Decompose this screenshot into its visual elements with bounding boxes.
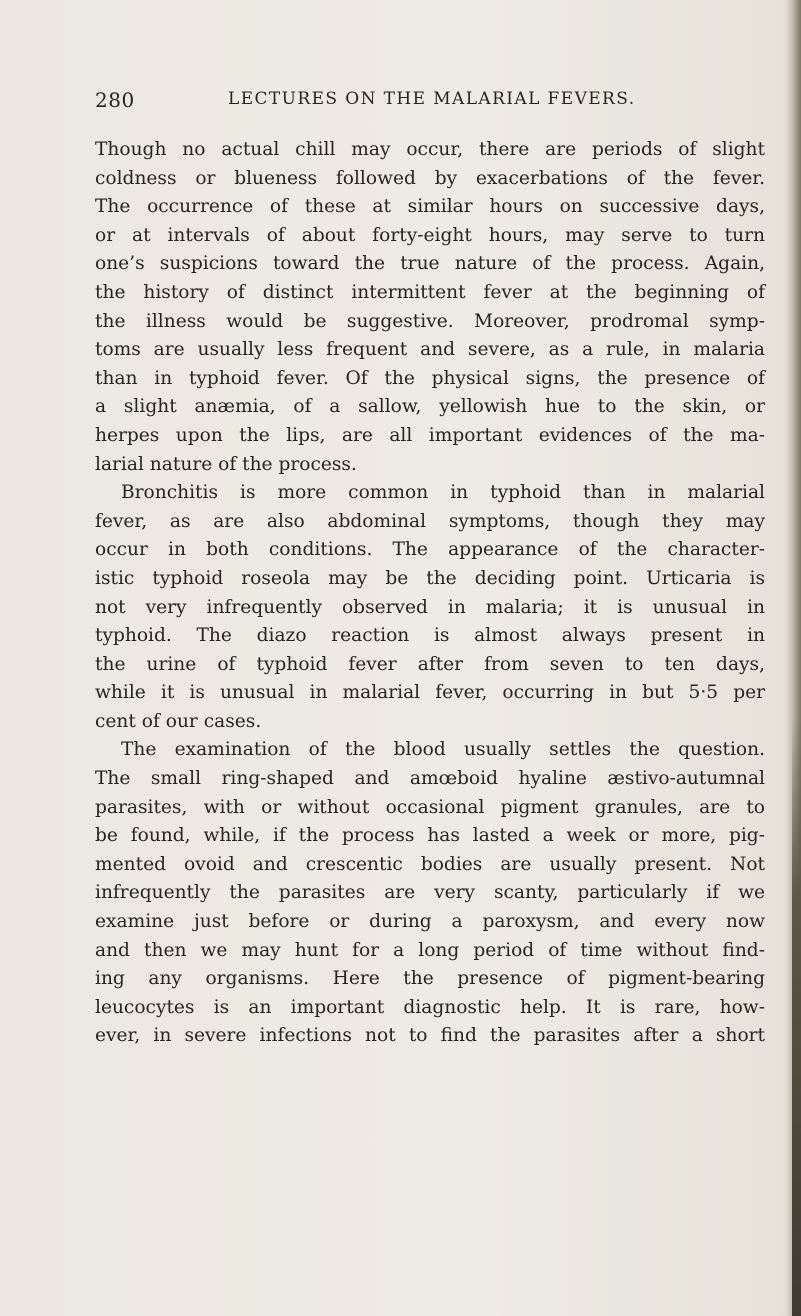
text-line: the urine of typhoid fever after from seven to ten days, — [95, 653, 765, 675]
text-line: coldness or blueness followed by exacerbations of the fever. — [95, 167, 765, 189]
text-line: parasites, with or without occasional pigment granules, are to — [95, 796, 765, 818]
text-line: The small ring-shaped and amœboid hyaline æstivo-autumnal — [95, 768, 765, 790]
text-line: leucocytes is an important diagnostic help. It is rare, how- — [95, 996, 765, 1018]
text-line: larial nature of the process. — [95, 453, 357, 475]
text-line: ever, in severe infections not to find the parasites after a short — [95, 1025, 765, 1047]
text-line: examine just before or during a paroxysm, and every now — [95, 911, 765, 933]
text-line: istic typhoid roseola may be the deciding point. Urticaria is — [95, 567, 765, 589]
page-number: 280 — [95, 88, 135, 112]
text-line: or at intervals of about forty-eight hours, may serve to turn — [95, 224, 765, 246]
text-line: and then we may hunt for a long period of time without find- — [95, 939, 765, 961]
running-head: LECTURES ON THE MALARIAL FEVERS. — [228, 89, 636, 109]
text-line: the history of distinct intermittent fever at the beginning of — [95, 281, 765, 303]
text-line: typhoid. The diazo reaction is almost always present in — [95, 625, 765, 647]
body-text — [95, 136, 765, 1051]
text-line: occur in both conditions. The appearance of the character- — [95, 539, 765, 561]
page-header — [95, 88, 755, 114]
text-line: the illness would be suggestive. Moreover, prodromal symp- — [95, 310, 765, 332]
text-line: The occurrence of these at similar hours on successive days, — [95, 196, 765, 218]
text-line: infrequently the parasites are very scanty, particularly if we — [95, 882, 765, 904]
text-line: The examination of the blood usually settles the question. — [121, 739, 765, 761]
page-edge-binding — [792, 720, 801, 1316]
text-line: ing any organisms. Here the presence of pigment-bearing — [95, 968, 765, 990]
text-line: fever, as are also abdominal symptoms, though they may — [95, 510, 765, 532]
text-line: not very infrequently observed in malaria; it is unusual in — [95, 596, 765, 618]
text-line: a slight anæmia, of a sallow, yellowish hue to the skin, or — [95, 396, 765, 418]
text-line: be found, while, if the process has lasted a week or more, pig- — [95, 825, 765, 847]
text-line: one’s suspicions toward the true nature of the process. Again, — [95, 253, 765, 275]
text-line: while it is unusual in malarial fever, occurring in but 5·5 per — [95, 682, 765, 704]
text-line: Bronchitis is more common in typhoid than in malarial — [121, 482, 765, 504]
text-line: toms are usually less frequent and severe, as a rule, in malaria — [95, 339, 765, 361]
text-line: Though no actual chill may occur, there are periods of slight — [95, 139, 765, 160]
text-line: than in typhoid fever. Of the physical signs, the presence of — [95, 367, 765, 389]
text-line: cent of our cases. — [95, 710, 262, 732]
text-line: mented ovoid and crescentic bodies are usually present. Not — [95, 853, 765, 875]
text-line: herpes upon the lips, are all important evidences of the ma- — [95, 424, 765, 446]
